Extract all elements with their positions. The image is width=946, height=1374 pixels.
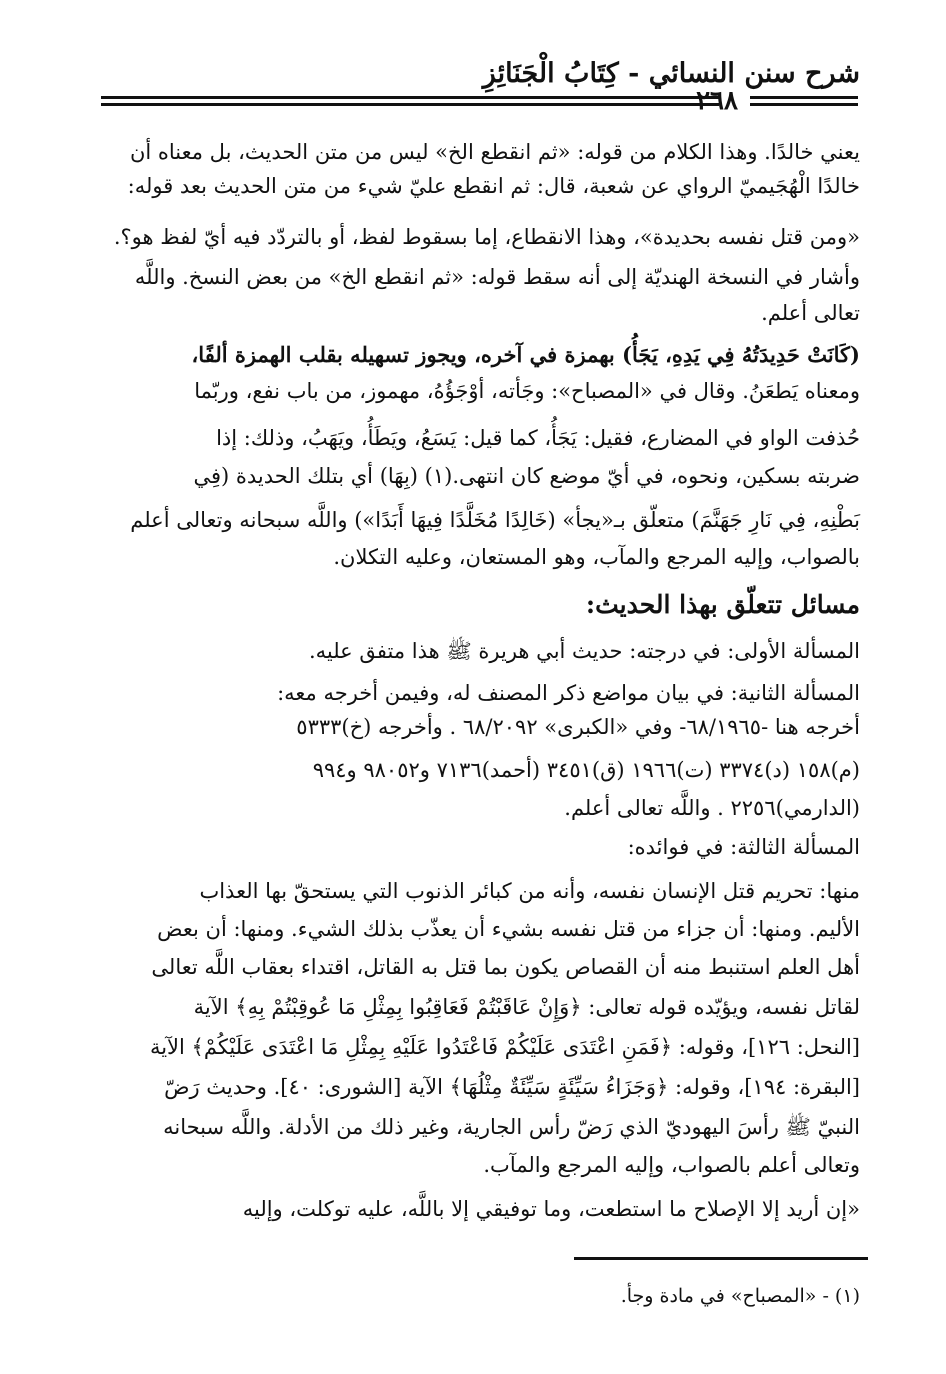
running-header-title: شرح سنن النسائي - كِتَابُ الْجَنَائِزِ (482, 58, 860, 89)
body-line-1: يعني خالدًا. وهذا الكلام من قوله: «ثم انقطع الخ» ليس من متن الحديث، بل معناه أن (129, 140, 860, 164)
section-heading: مسائل تتعلّق بهذا الحديث: (585, 590, 860, 619)
takhrij-line-2: (م)١٥٨ (د)٣٣٧٤ (ت)١٩٦٦ (ق)٣٤٥١ (أحمد)٧١٣٦ و٩٨٠٥٢ و٩٩٤ (312, 758, 860, 782)
body-line-9: ضربته بسكين، ونحوه، في أيّ موضع كان انتهى.(١) (بِهَا) أي بتلك الحديدة (فِي (193, 464, 860, 488)
benefits-line-5: [النحل: ١٢٦]، وقوله: ﴿فَمَنِ اعْتَدَى عَلَيْكُمْ فَاعْتَدُوا عَلَيْهِ بِمِثْلِ مَا اعْتَدَى عَلَيْكُمْ﴾ الآية (149, 1035, 860, 1059)
closing-line: «إن أريد إلا الإصلاح ما استطعت، وما توفيقي إلا باللَّه، عليه توكلت، وإليه (242, 1197, 860, 1221)
page-number: ٢٦٨ (696, 86, 738, 116)
body-line-10: بَطْنِهِ، فِي نَارِ جَهَنَّمَ) متعلّق بـ«يجأ» (خَالِدًا مُخَلَّدًا فِيهَا أَبَدًا») واللَّه سبحانه وتعالى أعلم (130, 508, 860, 532)
body-line-4: وأشار في النسخة الهنديّة إلى أنه سقط قوله: «ثم انقطع الخ» من بعض النسخ. واللَّه (134, 265, 860, 289)
benefits-line-4: لقاتل نفسه، ويؤيّده قوله تعالى: ﴿وَإِنْ عَاقَبْتُمْ فَعَاقِبُوا بِمِثْلِ مَا عُوقِبْتُمْ بِهِ﴾ الآية (193, 995, 860, 1019)
body-line-11: بالصواب، وإليه المرجع والمآب، وهو المستعان، وعليه التكلان. (333, 545, 860, 569)
body-line-7: ومعناه يَطعَنُ. وقال في «المصباح»: وجَأته، أوْجَؤُهُ، مهموز، من باب نفع، وربّما (194, 379, 860, 403)
issue-three-line: المسألة الثالثة: في فوائده: (627, 835, 860, 859)
body-line-3: «ومن قتل نفسه بحديدة»، وهذا الانقطاع، إما بسقوط لفظ، أو بالتردّد فيه أيّ لفظ هو؟. (113, 225, 860, 249)
benefits-line-6: [البقرة: ١٩٤]، وقوله: ﴿وَجَزَاءُ سَيِّئَةٍ سَيِّئَةٌ مِثْلُهَا﴾ الآية [الشورى: ٤٠]. وحديث رَضّ (164, 1075, 860, 1099)
benefits-line-3: أهل العلم استنبط منه أن القصاص يكون بما قتل به القاتل، اقتداء بعقاب اللَّه تعالى (151, 955, 860, 979)
footnote-separator (574, 1257, 868, 1260)
benefits-line-8: وتعالى أعلم بالصواب، وإليه المرجع والمآب. (483, 1153, 860, 1177)
issue-two-line: المسألة الثانية: في بيان مواضع ذكر المصنف له، وفيمن أخرجه معه: (277, 681, 860, 705)
benefits-line-2: الأليم. ومنها: أن جزاء من قتل نفسه بشيء أن يعذّب بذلك الشيء. ومنها: أن بعض (157, 917, 860, 941)
body-line-6: (كَانَتْ حَدِيدَتُهُ فِي يَدِهِ، يَجَأُ) بهمزة في آخره، ويجوز تسهيله بقلب الهمزة ألفًا، (191, 342, 860, 367)
body-line-2: خالدًا الْهُجَيميّ الرواي عن شعبة، قال: ثم انقطع عليّ شيء من متن الحديث بعد قوله: (127, 174, 860, 198)
issue-one-line: المسألة الأولى: في درجته: حديث أبي هريرة ﷺ هذا متفق عليه. (308, 639, 860, 663)
benefits-line-7: النبيّ ﷺ رأسَ اليهوديّ الذي رَضّ رأس الجارية، وغير ذلك من الأدلة. واللَّه سبحانه (163, 1115, 860, 1139)
benefits-line-1: منها: تحريم قتل الإنسان نفسه، وأنه من كبائر الذنوب التي يستحقّ بها العذاب (199, 879, 860, 903)
takhrij-line-3: (الدارمي)٢٢٥٦ . واللَّه تعالى أعلم. (564, 796, 860, 820)
header-rule-short (750, 96, 858, 106)
header-rule-long (101, 96, 719, 106)
takhrij-line-1: أخرجه هنا -٦٨/١٩٦٥- وفي «الكبرى» ٦٨/٢٠٩٢ . وأخرجه (خ)٥٣٣٣ (296, 715, 860, 739)
body-line-8: حُذفت الواو في المضارع، فقيل: يَجَأُ، كما قيل: يَسَعُ، ويَطَأُ، ويَهَبُ، وذلك: إذا (216, 426, 860, 450)
footnote: (١) - «المصباح» في مادة وجأ. (620, 1285, 860, 1307)
body-line-5: تعالى أعلم. (761, 301, 860, 325)
